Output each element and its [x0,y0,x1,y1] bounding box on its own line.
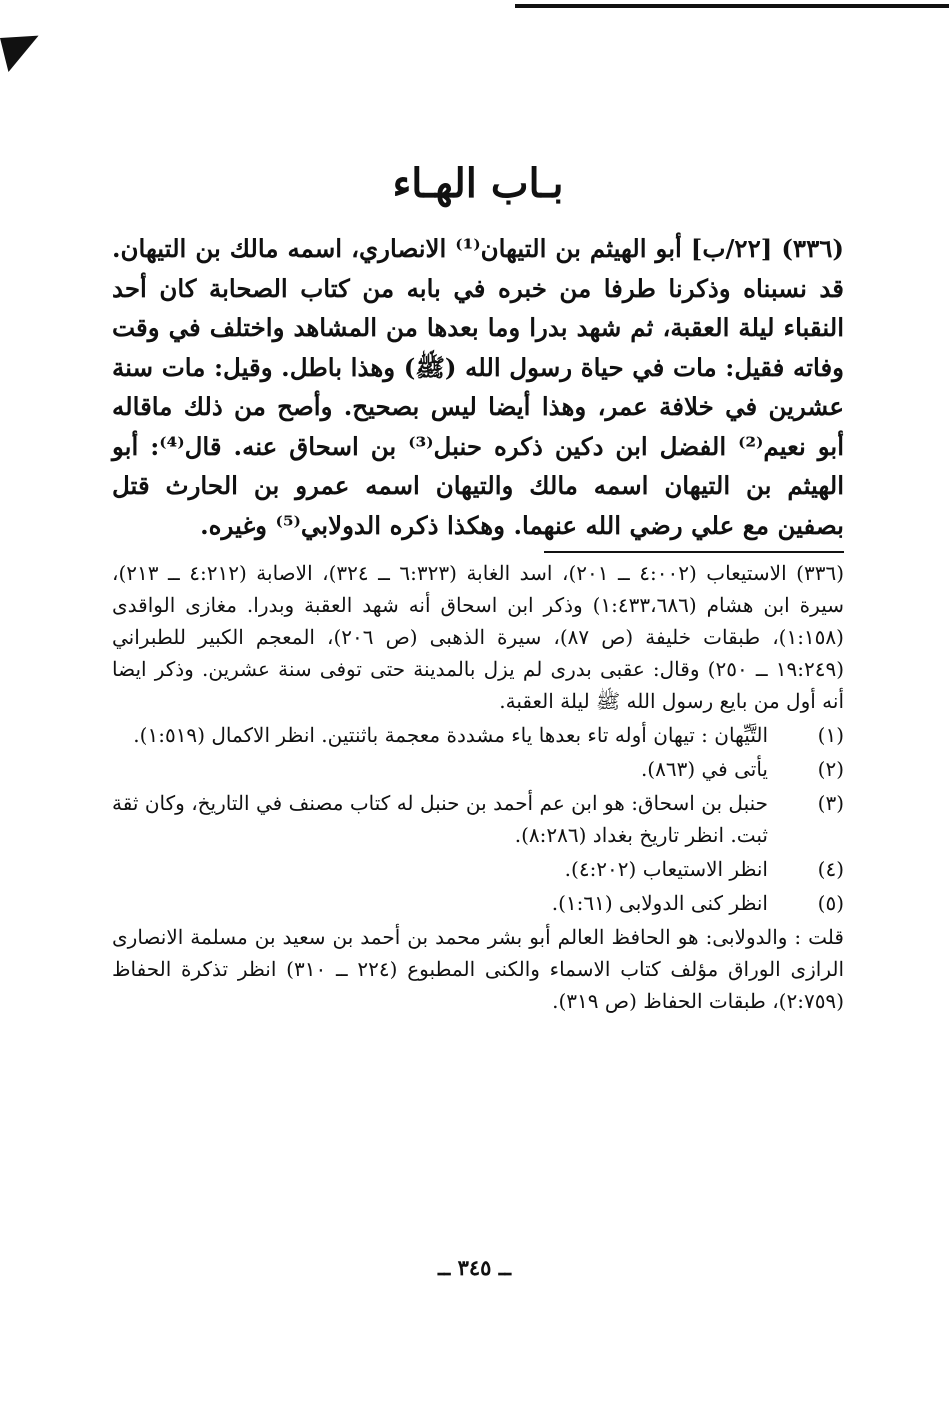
footnote-number: (٤) [817,857,844,881]
footnote-number: (٢) [817,757,844,781]
footnote-text: حنبل بن اسحاق: هو ابن عم أحمد بن حنبل له كتاب مصنف في التاريخ، وكان ثقة ثبت. انظر تاريخ بغداد (٨:٢٨٦). [112,791,768,847]
main-text [112,229,844,545]
footnote-number: (٣) [817,791,844,815]
page-number: ــ ٣٤٥ ــ [437,1255,512,1280]
footnote-1 [112,719,844,751]
footnote-5 [112,887,844,919]
footnote-text: يأتى في (٨٦٣). [640,757,768,781]
footnote-divider [544,551,844,553]
source-note: (٣٣٦) الاستيعاب (٤:٠٠٢ ــ ٢٠١)، اسد الغابة (٦:٣٢٣ ــ ٣٢٤)، الاصابة (٤:٢١٢ ــ ٢١٣)، سيرة ابن هشام (١:٤٣٣،٦٨٦) وذكر ابن اسحاق أنه شهد العقبة وبدرا. مغازى الواقدى (١:١٥٨)، طبقات خليفة (ص ٨٧)، سيرة الذهبى (ص ٢٠٦)، المعجم الكبير للطبراني (١٩:٢٤٩ ــ ٢٥٠) وقال: عقبى بدرى لم يزل بالمدينة حتى توفى سنة عشرين. وذكر ايضا أنه أول من بايع رسول الله ﷺ ليلة العقبة. [112,561,845,713]
footnotes [112,557,844,1017]
main-paragraph: (٣٣٦) [٢٢/ب] أبو الهيثم بن التيهان⁽¹⁾ الانصاري، اسمه مالك بن التيهان. قد نسبناه وذكرنا طرفا من خبره في بابه من كتاب الصحابة كان أحد النقباء ليلة العقبة، ثم شهد بدرا وما بعدها من المشاهد واختلف في وقت وفاته فقيل: مات في حياة رسول الله (ﷺ) وهذا باطل. وقيل: مات سنة عشرين في خلافة عمر، وهذا أيضا ليس بصحيح. وأصح من ذلك ماقاله أبو نعيم⁽²⁾ الفضل ابن دكين ذكره حنبل⁽³⁾ بن اسحاق عنه. قال⁽⁴⁾: أبو الهيثم بن التيهان اسمه مالك والتيهان اسمه عمرو بن الحارث قتل بصفين مع علي رضي الله عنهما. وهكذا ذكره الدولابي⁽⁵⁾ وغيره. [112,234,844,540]
footnote-4 [112,853,844,885]
footnote-3 [112,787,844,851]
footnote-2 [112,753,844,785]
section-heading: بـاب الهـاء [392,160,564,207]
footnote-number: (٥) [817,891,844,915]
footnote-text: انظر كنى الدولابى (١:٦١). [551,891,768,915]
top-rule [515,4,949,8]
corner-mark [0,29,45,72]
page-body [112,160,844,1017]
footnote-number: (١) [817,723,844,747]
closing-note: قلت : والدولابى: هو الحافظ العالم أبو بشر محمد بن أحمد بن سعيد بن مسلمة الانصارى الرازى الوراق مؤلف كتاب الاسماء والكنى المطبوع (٢٢٤ ــ ٣١٠) انظر تذكرة الحفاظ (٢:٧٥٩)، طبقات الحفاظ (ص ٣١٩). [112,925,845,1013]
footnote-text: التَّيِّهان : تيهان أوله تاء بعدها ياء مشددة معجمة باثنتين. انظر الاكمال (١:٥١٩). [133,723,768,747]
footnote-text: انظر الاستيعاب (٤:٢٠٢). [564,857,768,881]
